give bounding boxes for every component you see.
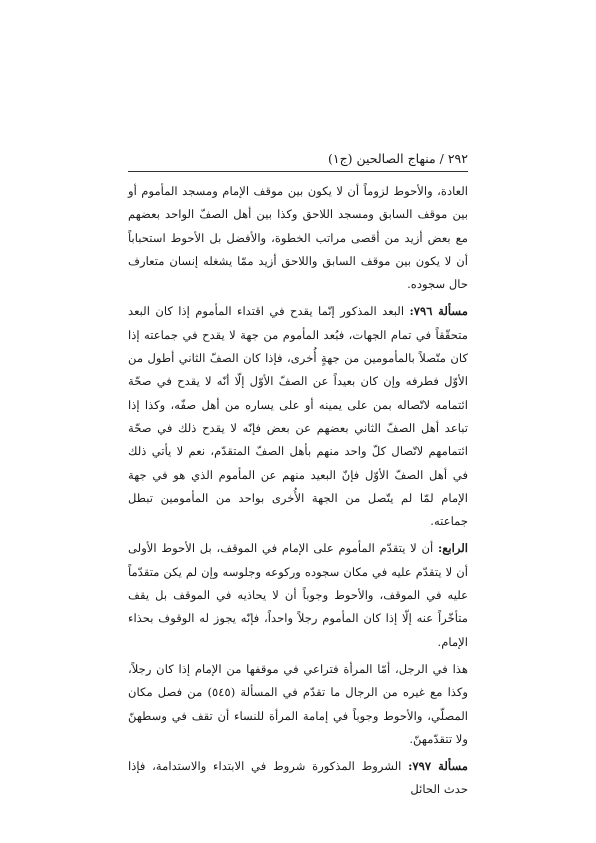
issue-heading: مسألة ٧٩٧: (408, 759, 468, 774)
paragraph (128, 180, 468, 296)
paragraph (128, 658, 468, 751)
condition-heading: الرابع: (437, 541, 468, 556)
paragraph (128, 537, 468, 653)
header-divider (128, 171, 468, 172)
paragraph (128, 300, 468, 533)
paragraph-text: هذا في الرجل، أمّا المرأة فتراعي في موقفها من الإمام إذا كان رجلاً، وكذا مع غيره من الرجال ما تقدّم في المسألة (٥٤٥) من فصل مكان المصلّي، والأحوط وجوباً في إمامة المرأة للنساء أن تقف في وسطهنّ ولا تتقدّمهنّ. (128, 661, 468, 746)
body-text (128, 180, 468, 806)
paragraph-text: أن لا يتقدّم المأموم على الإمام في الموقف، بل الأحوط الأولى أن لا يتقدّم عليه في مكان سجوده وركوعه وجلوسه وإن لم يكن متقدّماً عليه في الموقف، والأحوط وجوباً أن لا يحاذيه في الموقف بل يقف متأخّراً عنه إلّا إذا كان المأموم رجلاً واحداً، فإنّه يجوز له الوقوف بحذاء الإمام. (128, 541, 468, 649)
issue-heading: مسألة ٧٩٦: (409, 304, 468, 319)
paragraph-text: البعد المذكور إنّما يقدح في اقتداء المأموم إذا كان البعد متحقّقاً في تمام الجهات، فبُعد المأموم من جهة لا يقدح في جماعته إذا كان متّصلاً بالمأمومين من جهةٍ أُخرى، فإذا كان الصفّ الثاني أطول من الأوّل فطرفه وإن كان بعيداً عن الصفّ الأوّل إلّا أنّه لا يقدح في صحّة ائتمامه لاتّصاله بمن على يمينه أو على يساره من أهل صفّه، وكذا إذا تباعد أهل الصفّ الثاني بعضهم عن بعض فإنّه لا يقدح ذلك في صحّة ائتمامهم لاتّصال كلّ واحد منهم بأهل الصفّ المتقدّم، نعم لا يأتي ذلك في أهل الصفّ الأوّل فإنّ البعيد منهم عن المأموم الذي هو في جهة الإمام لمّا لم يتّصل من الجهة الأُخرى بواحد من المأمومين تبطل جماعته. (128, 304, 468, 529)
paragraph (128, 755, 468, 802)
running-header-title: ٢٩٢ / منهاج الصالحين (ج١) (327, 151, 468, 166)
page-header (128, 150, 468, 172)
paragraph-text: العادة، والأحوط لزوماً أن لا يكون بين موقف الإمام ومسجد المأموم أو بين موقف السابق ومسجد اللاحق وكذا بين أهل الصفّ الواحد بعضهم مع بعض أزيد من أقصى مراتب الخطوة، والأفضل بل الأحوط استحباباً أن لا يكون بين موقف السابق واللاحق أزيد ممّا يشغله إنسان متعارف حال سجوده. (128, 184, 468, 292)
paragraph-text: الشروط المذكورة شروط في الابتداء والاستدامة، فإذا حدث الحائل (128, 759, 468, 797)
